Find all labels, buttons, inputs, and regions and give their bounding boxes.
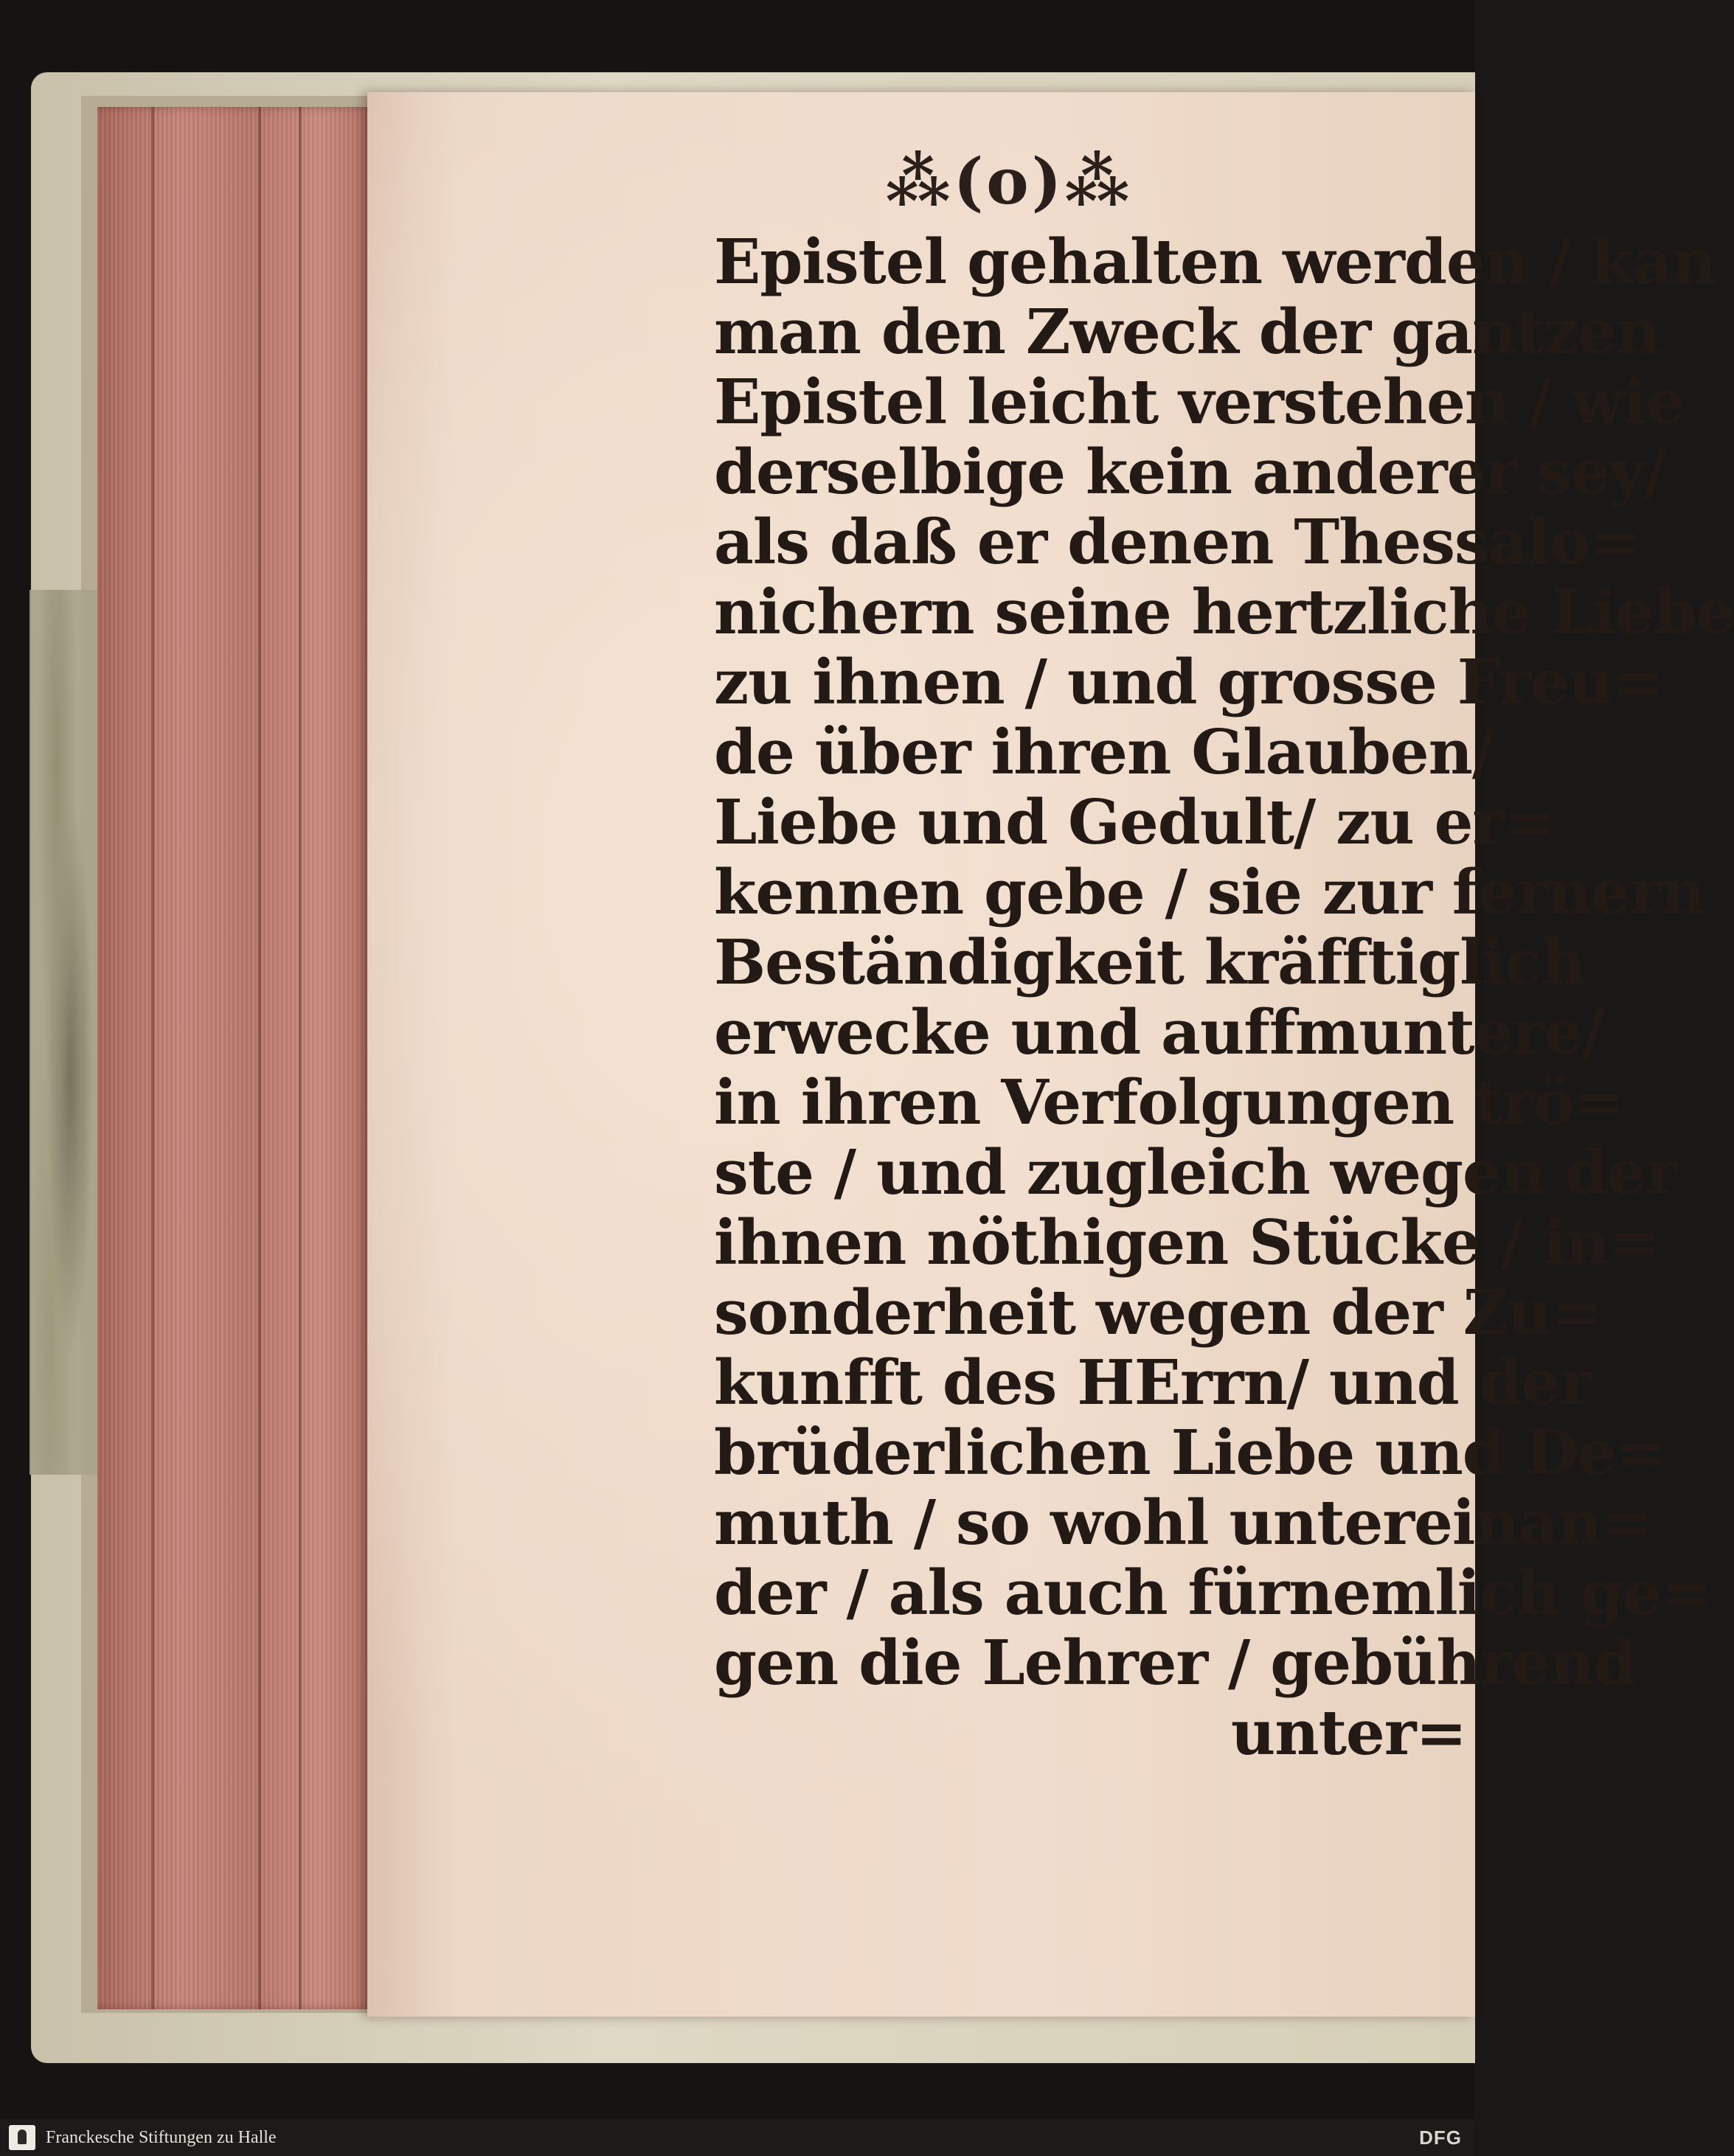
text-line: Epistel leicht verstehen / wie — [714, 366, 1685, 438]
text-line: zu ihnen / und grosse Freu= — [714, 646, 1663, 718]
viewer-footer — [0, 2119, 1475, 2156]
text-line: Beständigkeit kräfftiglich — [714, 926, 1586, 998]
text-line: ihnen nöthigen Stücke / in= — [714, 1206, 1660, 1279]
text-line: Liebe und Gedult/ zu er= — [714, 786, 1555, 858]
text-line: Epistel gehalten werden / kan — [714, 226, 1716, 298]
catchword: unter= — [1230, 1697, 1466, 1769]
book-page — [367, 92, 1734, 2017]
page-edge-line — [299, 107, 302, 2009]
text-line: muth / so wohl untereinan= — [714, 1486, 1652, 1559]
dfg-logo: DFG — [1419, 2127, 1462, 2149]
marbled-endpaper — [30, 590, 97, 1475]
page-edges — [97, 107, 374, 2009]
page-edge-line — [258, 107, 261, 2009]
text-line: in ihren Verfolgungen trö= — [714, 1066, 1625, 1138]
text-line: kunfft des HErrn/ und der — [714, 1346, 1592, 1419]
page-edge-line — [151, 107, 154, 2009]
text-line: kennen gebe / sie zur fernern — [714, 856, 1705, 928]
text-line: brüderlichen Liebe und De= — [714, 1416, 1667, 1489]
text-line: de über ihren Glauben/ — [714, 716, 1494, 788]
text-line: als daß er denen Thessalo= — [714, 506, 1640, 578]
text-line: ste / und zugleich wegen der — [714, 1136, 1677, 1209]
text-line: derselbige kein anderer sey/ — [714, 436, 1666, 508]
text-line: gen die Lehrer / gebührend — [714, 1627, 1636, 1699]
institution-logo-icon — [9, 2125, 35, 2150]
institution-name: Franckesche Stiftungen zu Halle — [46, 2128, 277, 2147]
text-line: sonderheit wegen der Zu= — [714, 1276, 1602, 1349]
text-line: der / als auch fürnemlich ge= — [714, 1557, 1712, 1629]
text-line: man den Zweck der gantzen — [714, 296, 1660, 368]
text-line: erwecke und auffmuntere/ — [714, 996, 1604, 1068]
page-header: ⁂(o)⁂ — [885, 145, 1133, 219]
text-line: nichern seine hertzliche Liebe — [714, 576, 1734, 648]
